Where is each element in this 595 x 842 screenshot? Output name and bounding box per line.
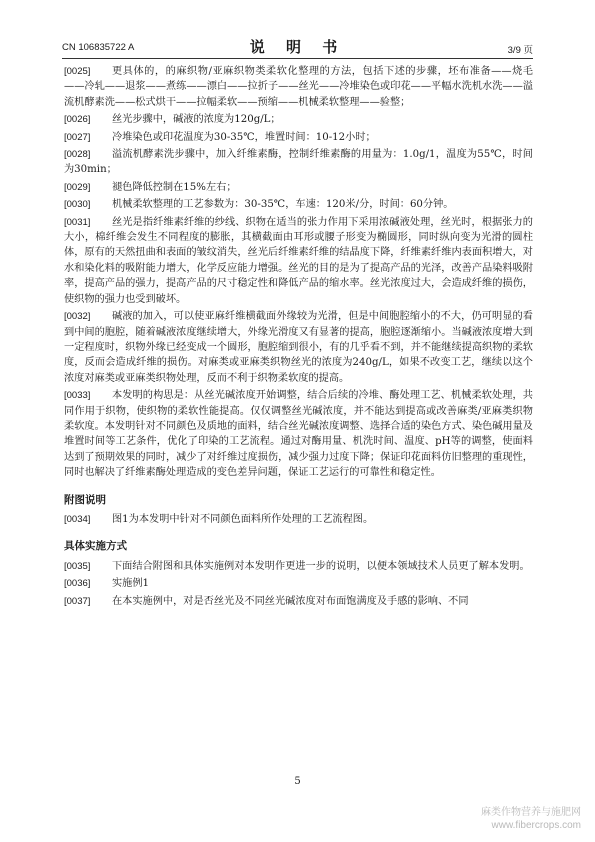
paragraph-0035 xyxy=(64,559,533,574)
paragraph-number: [0036] xyxy=(64,578,91,590)
paragraph-number: [0032] xyxy=(64,311,91,323)
paragraph-0034 xyxy=(64,512,533,527)
paragraph-0030 xyxy=(64,197,533,212)
paragraph-text: 在本实施例中，对是否丝光及不同丝光碱浓度对布面饱满度及手感的影响、不同 xyxy=(112,595,469,607)
paragraph-0028 xyxy=(64,147,533,178)
section-heading-embodiments: 具体实施方式 xyxy=(64,540,127,553)
paragraph-text: 丝光是指纤维素纤维的纱线、织物在适当的张力作用下采用浓碱液处理，丝光时，根据张力的大小，棉纤维会发生不同程度的膨胀，其横截面由耳形或腰子形变为椭圆形，同时纵向变为光滑的圆柱体，原有的天然扭曲和表面的皱纹消失，丝光后纤维素纤维的结晶度下降，纤维素纤维内表面积增大，对水和染化料的吸附能力增大，化学反应能力增强。丝光的目的是为了提高产品的光泽，改善产品染料吸附率，提高产品的强力，提高产品的尺寸稳定性和降低产品的缩水率。丝光浓度过大，会造成纤维的损伤，使织物的强力也受到破坏。 xyxy=(64,216,533,305)
paragraph-0031 xyxy=(64,215,533,307)
paragraph-0033 xyxy=(64,388,533,480)
section-heading-figures: 附图说明 xyxy=(64,493,106,506)
paragraph-0029 xyxy=(64,180,533,195)
paragraph-number: [0025] xyxy=(64,66,91,77)
paragraph-0027 xyxy=(64,130,533,145)
paragraph-0036 xyxy=(64,576,533,591)
watermark-site-name: 麻类作物营养与施肥网 xyxy=(481,807,581,818)
paragraph-number: [0034] xyxy=(64,513,91,525)
paragraph-0026 xyxy=(64,112,533,127)
paragraph-text: 丝光步骤中，碱液的浓度为120g/L； xyxy=(112,114,281,126)
paragraph-0025 xyxy=(64,64,533,110)
paragraph-text: 机械柔软整理的工艺参数为：30-35℃，车速：120米/分，时间：60分钟。 xyxy=(112,199,454,211)
document-title: 说 明 书 xyxy=(249,38,346,56)
paragraph-number: [0027] xyxy=(64,131,91,143)
paragraph-number: [0028] xyxy=(64,149,91,161)
paragraph-text: 冷堆染色或印花温度为30-35℃，堆置时间：10-12小时； xyxy=(112,131,376,143)
paragraph-0032 xyxy=(64,309,533,386)
paragraph-text: 下面结合附图和具体实施例对本发明作更进一步的说明，以便本领域技术人员更了解本发明。 xyxy=(112,560,530,572)
page-header xyxy=(62,36,533,58)
site-watermark xyxy=(481,806,581,832)
paragraph-0037 xyxy=(64,594,533,609)
paragraph-text: 更具体的，的麻织物/亚麻织物类柔软化整理的方法，包括下述的步骤，坯布准备——烧毛——冷轧——退浆——煮练——漂白——拉折子——丝光——冷堆染色或印花——平幅水洗机水洗——溢流机酵素洗——松式烘干——拉幅柔软——预缩——机械柔软整理——验整； xyxy=(64,66,533,108)
paragraph-text: 图1为本发明中针对不同颜色面料所作处理的工艺流程图。 xyxy=(112,513,374,525)
watermark-url: www.fibercrops.com xyxy=(491,820,581,831)
paragraph-number: [0026] xyxy=(64,114,91,126)
document-body xyxy=(64,64,533,611)
paragraph-number: [0031] xyxy=(64,216,91,228)
paragraph-number: [0037] xyxy=(64,595,91,607)
header-divider xyxy=(62,58,533,59)
paragraph-text: 碱液的加入，可以使亚麻纤维横截面外缘较为光滑，但是中间胞腔缩小的不大，仍可明显的看到中间的胞腔，随着碱液浓度继续增大，外缘光滑度又有显著的提高，胞腔逐渐缩小。当碱液浓度增大到一定程度时，织物外缘已经变成一个圆形，胞腔缩到很小，有的几乎看不到，并不能继续提高织物的柔软度，反而会造成纤维的损伤。对麻类或亚麻类织物丝光的浓度为240g/L，如果不改变工艺，继续以这个浓度对麻类或亚麻类织物处理，反而不利于织物柔软度的提高。 xyxy=(64,311,533,384)
paragraph-number: [0030] xyxy=(64,199,91,211)
paragraph-text: 本发明的构思是：从丝光碱浓度开始调整，结合后续的冷堆、酶处理工艺、机械柔软处理，共同作用于织物，使织物的柔软性能提高。仅仅调整丝光碱浓度，并不能达到提高或改善麻类/亚麻类织物柔软度。本发明针对不同颜色及质地的面料，结合丝光碱浓度调整、选择合适的染色方式、染色碱用量及堆置时间等工艺条件，优化了印染的工艺流程。通过对酶用量、机洗时间、温度、pH等的调整，使面料达到了预期效果的同时，减少了对纤维过度损伤，减少强力过度下降；保证印花面料仿旧整理的重现性，同时也解决了纤维素酶处理造成的变色差异问题，保证工艺运行的可靠性和稳定性。 xyxy=(64,390,533,479)
patent-number: CN 106835722 A xyxy=(62,42,135,53)
paragraph-number: [0029] xyxy=(64,181,91,193)
page-indicator: 3/9 页 xyxy=(507,45,533,56)
paragraph-number: [0033] xyxy=(64,390,91,402)
page-number: 5 xyxy=(294,776,301,787)
paragraph-number: [0035] xyxy=(64,560,91,572)
paragraph-text: 溢流机酵素洗步骤中，加入纤维素酶，控制纤维素酶的用量为：1.0g/1，温度为55℃，时间为30min； xyxy=(64,149,533,176)
paragraph-text: 实施例1 xyxy=(112,578,150,590)
paragraph-text: 褪色降低控制在15%左右； xyxy=(112,181,237,193)
